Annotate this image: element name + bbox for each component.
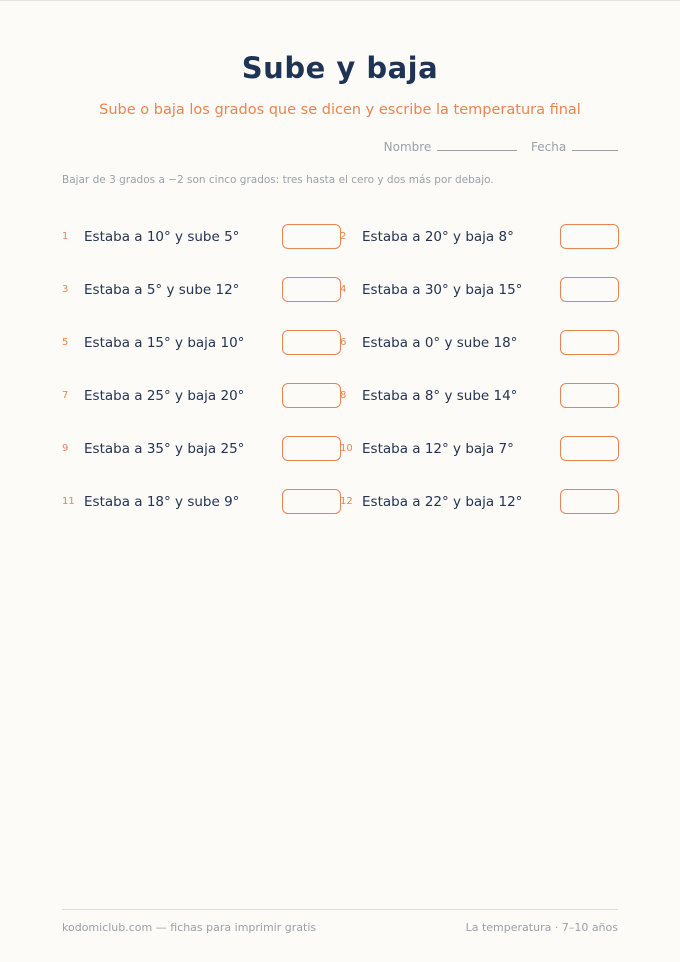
exercise-item <box>62 488 344 518</box>
exercise-item <box>340 276 622 306</box>
exercise-prompt: Estaba a 18° y sube 9° <box>84 494 240 510</box>
answer-box[interactable] <box>282 277 341 302</box>
exercise-prompt: Estaba a 5° y sube 12° <box>84 282 240 298</box>
worksheet-subtitle: Sube o baja los grados que se dicen y escribe la temperatura final <box>99 102 581 118</box>
answer-box[interactable] <box>282 330 341 355</box>
exercise-item <box>62 435 344 465</box>
exercise-number: 11 <box>62 496 75 507</box>
exercise-number: 9 <box>62 443 69 454</box>
exercise-item <box>340 223 622 253</box>
footer-divider <box>62 909 618 910</box>
exercise-prompt: Estaba a 35° y baja 25° <box>84 441 245 457</box>
name-date-fields <box>384 140 618 154</box>
answer-box[interactable] <box>282 436 341 461</box>
exercise-item <box>62 382 347 412</box>
exercise-number: 5 <box>62 337 69 348</box>
exercise-item <box>340 382 622 412</box>
date-label: Fecha <box>530 140 567 154</box>
exercise-number: 6 <box>340 337 347 348</box>
exercise-prompt: Estaba a 15° y baja 10° <box>84 335 245 351</box>
exercise-prompt: Estaba a 20° y baja 8° <box>362 229 514 245</box>
exercise-prompt: Estaba a 12° y baja 7° <box>362 441 514 457</box>
exercise-prompt: Estaba a 30° y baja 15° <box>362 282 523 298</box>
answer-box[interactable] <box>282 383 341 408</box>
exercise-number: 7 <box>62 390 69 401</box>
hint-text: Bajar de 3 grados a −2 son cinco grados: tres hasta el cero y dos más por debajo. <box>62 174 494 186</box>
worksheet-title: Sube y baja <box>241 51 439 85</box>
exercise-item <box>62 223 347 253</box>
answer-box[interactable] <box>282 224 341 249</box>
exercise-prompt: Estaba a 10° y sube 5° <box>84 229 240 245</box>
footer-site-credit: kodomiclub.com — fichas para imprimir gratis <box>62 921 317 934</box>
exercise-number: 12 <box>340 496 353 507</box>
exercise-item <box>340 329 622 359</box>
date-blank-line <box>572 149 618 151</box>
exercise-number: 1 <box>62 231 69 242</box>
exercise-item <box>340 488 622 518</box>
exercise-prompt: Estaba a 22° y baja 12° <box>362 494 523 510</box>
exercise-number: 8 <box>340 390 347 401</box>
answer-box[interactable] <box>282 489 341 514</box>
exercise-number: 4 <box>340 284 347 295</box>
exercise-number: 3 <box>62 284 69 295</box>
exercise-item <box>62 276 347 306</box>
answer-box[interactable] <box>560 489 619 514</box>
name-label: Nombre <box>383 140 432 154</box>
exercise-number: 10 <box>340 443 353 454</box>
exercise-prompt: Estaba a 25° y baja 20° <box>84 388 245 404</box>
footer-topic-label: La temperatura · 7–10 años <box>465 921 618 934</box>
exercise-number: 2 <box>340 231 347 242</box>
answer-box[interactable] <box>560 277 619 302</box>
answer-box[interactable] <box>560 224 619 249</box>
name-blank-line <box>437 149 517 151</box>
answer-box[interactable] <box>560 383 619 408</box>
exercise-item <box>62 329 347 359</box>
answer-box[interactable] <box>560 330 619 355</box>
exercise-prompt: Estaba a 0° y sube 18° <box>362 335 518 351</box>
exercise-item <box>340 435 622 465</box>
answer-box[interactable] <box>560 436 619 461</box>
exercise-prompt: Estaba a 8° y sube 14° <box>362 388 518 404</box>
